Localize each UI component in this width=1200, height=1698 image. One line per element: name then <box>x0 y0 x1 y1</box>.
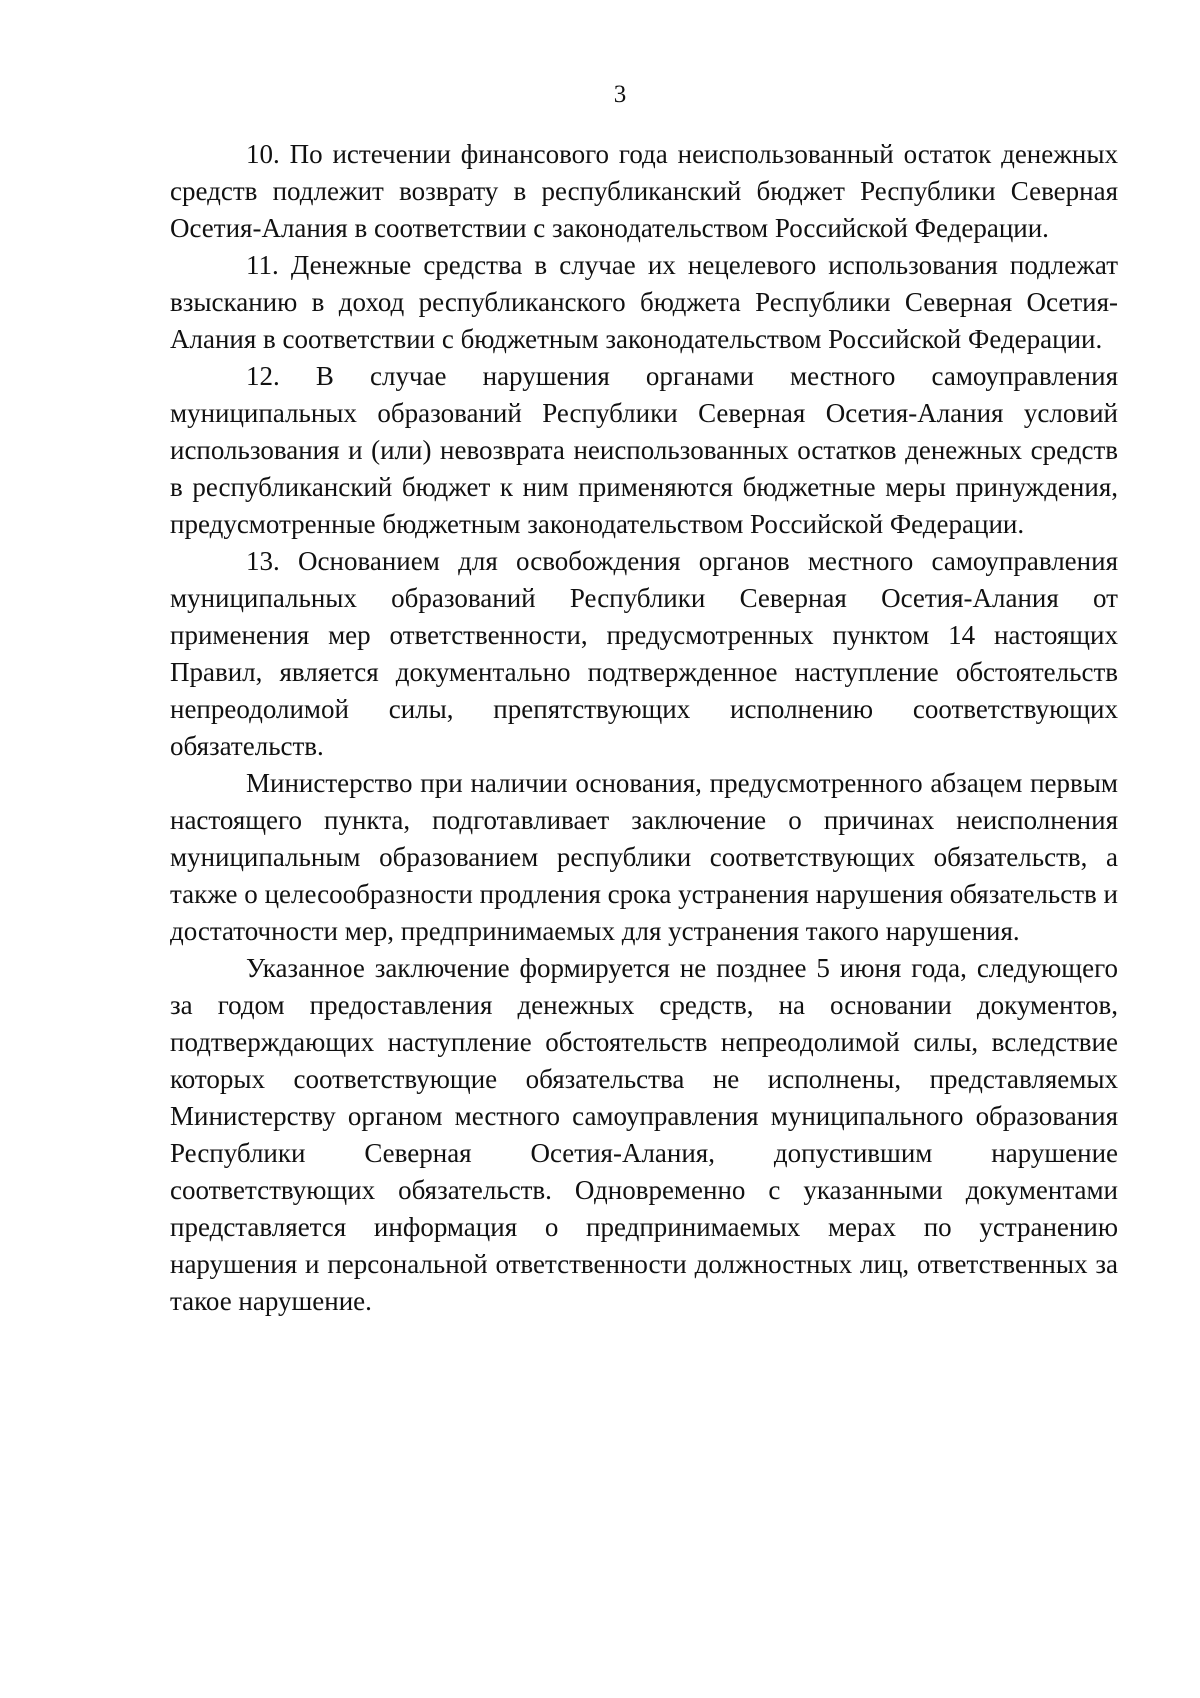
paragraph-13-ministry: Министерство при наличии основания, предусмотренного абзацем первым настоящего пункта, подготавливает заключение о причинах неисполнения муниципальным образованием республики соответствующих обязательств, а также о целесообразности продления срока устранения нарушения обязательств и достаточности мер, предпринимаемых для устранения такого нарушения. <box>170 768 1118 946</box>
page-number: 3 <box>613 81 627 108</box>
document-body <box>170 136 1118 1320</box>
paragraph-13-conclusion: Указанное заключение формируется не позднее 5 июня года, следующего за годом предоставления денежных средств, на основании документов, подтверждающих наступление обстоятельств непреодолимой силы, вследствие которых соответствующие обязательства не исполнены, представляемых Министерству органом местного самоуправления муниципального образования Республики Северная Осетия-Алания, допустившим нарушение соответствующих обязательств. Одновременно с указанными документами представляется информация о предпринимаемых мерах по устранению нарушения и персональной ответственности должностных лиц, ответственных за такое нарушение. <box>170 953 1118 1316</box>
paragraph-13: 13. Основанием для освобождения органов местного самоуправления муниципальных образований Республики Северная Осетия-Алания от применения мер ответственности, предусмотренных пунктом 14 настоящих Правил, является документально подтвержденное наступление обстоятельств непреодолимой силы, препятствующих исполнению соответствующих обязательств. <box>170 546 1118 761</box>
paragraph-11: 11. Денежные средства в случае их нецелевого использования подлежат взысканию в доход республиканского бюджета Республики Северная Осетия-Алания в соответствии с бюджетным законодательством Российской Федерации. <box>170 250 1118 354</box>
paragraph-12: 12. В случае нарушения органами местного самоуправления муниципальных образований Республики Северная Осетия-Алания условий использования и (или) невозврата неиспользованных остатков денежных средств в республиканский бюджет к ним применяются бюджетные меры принуждения, предусмотренные бюджетным законодательством Российской Федерации. <box>170 361 1118 539</box>
paragraph-10: 10. По истечении финансового года неиспользованный остаток денежных средств подлежит возврату в республиканский бюджет Республики Северная Осетия-Алания в соответствии с законодательством Российской Федерации. <box>170 139 1118 243</box>
